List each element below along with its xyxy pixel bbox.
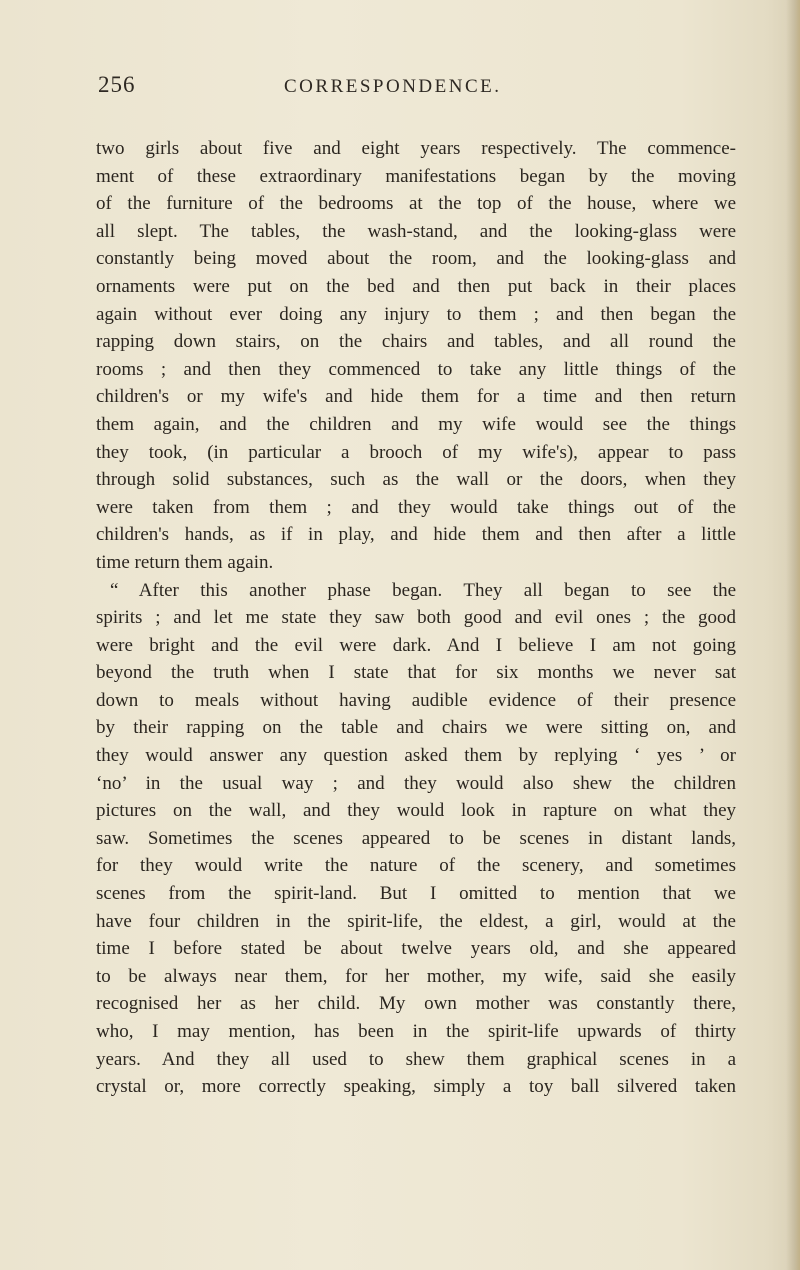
text-line: them again, and the children and my wife would see the things [96, 413, 736, 435]
text-line: down to meals without having audible evidence of their presence [96, 689, 736, 711]
text-line: they would answer any question asked them by replying ‘ yes ’ or [96, 745, 736, 767]
running-head: CORRESPONDENCE. [284, 76, 502, 97]
text-line: two girls about five and eight years respectively. The commence- [96, 138, 736, 159]
page-header [98, 72, 726, 106]
text-line: have four children in the spirit-life, the eldest, a girl, would at the [96, 910, 736, 932]
text-line: pictures on the wall, and they would look in rapture on what they [96, 800, 736, 822]
text-line: all slept. The tables, the wash-stand, and the looking-glass were [96, 220, 736, 242]
text-line: time I before stated be about twelve years old, and she appeared [96, 938, 736, 960]
text-line: ornaments were put on the bed and then put back in their places [96, 275, 736, 297]
page-number: 256 [98, 72, 136, 97]
text-line: ment of these extraordinary manifestations began by the moving [96, 165, 736, 187]
text-line: for they would write the nature of the scenery, and sometimes [96, 855, 736, 877]
text-line: recognised her as her child. My own mother was constantly there, [96, 993, 736, 1015]
page-edge-shadow [786, 0, 800, 1270]
text-line: saw. Sometimes the scenes appeared to be scenes in distant lands, [96, 827, 736, 849]
text-line: spirits ; and let me state they saw both good and evil ones ; the good [96, 607, 736, 629]
text-line: beyond the truth when I state that for six months we never sat [96, 662, 736, 684]
text-line: were taken from them ; and they would take things out of the [96, 496, 736, 518]
text-line: scenes from the spirit-land. But I omitted to mention that we [96, 883, 736, 905]
text-line: were bright and the evil were dark. And I believe I am not going [96, 634, 736, 656]
text-line: by their rapping on the table and chairs we were sitting on, and [96, 717, 736, 739]
text-line: rapping down stairs, on the chairs and tables, and all round the [96, 331, 736, 353]
paragraph-end-line: time return them again. [96, 551, 274, 573]
body-text [96, 135, 736, 1101]
paragraph-start-line: “ After this another phase began. They all began to see the [110, 579, 736, 601]
text-line: who, I may mention, has been in the spirit-life upwards of thirty [96, 1021, 736, 1042]
text-line: of the furniture of the bedrooms at the top of the house, where we [96, 193, 736, 215]
text-line: children's hands, as if in play, and hide them and then after a little [96, 524, 736, 546]
text-line: again without ever doing any injury to them ; and then began the [96, 303, 736, 325]
text-line: years. And they all used to shew them graphical scenes in a [96, 1048, 736, 1070]
text-line: ‘no’ in the usual way ; and they would also shew the children [96, 772, 736, 794]
text-line: to be always near them, for her mother, my wife, said she easily [96, 965, 736, 987]
text-line: children's or my wife's and hide them for a time and then return [96, 386, 736, 408]
text-line: they took, (in particular a brooch of my wife's), appear to pass [96, 441, 736, 463]
text-line: rooms ; and then they commenced to take any little things of the [96, 358, 736, 380]
text-line: constantly being moved about the room, and the looking-glass and [96, 248, 736, 270]
text-line: crystal or, more correctly speaking, simply a toy ball silvered taken [96, 1076, 736, 1098]
text-line: through solid substances, such as the wall or the doors, when they [96, 469, 736, 491]
